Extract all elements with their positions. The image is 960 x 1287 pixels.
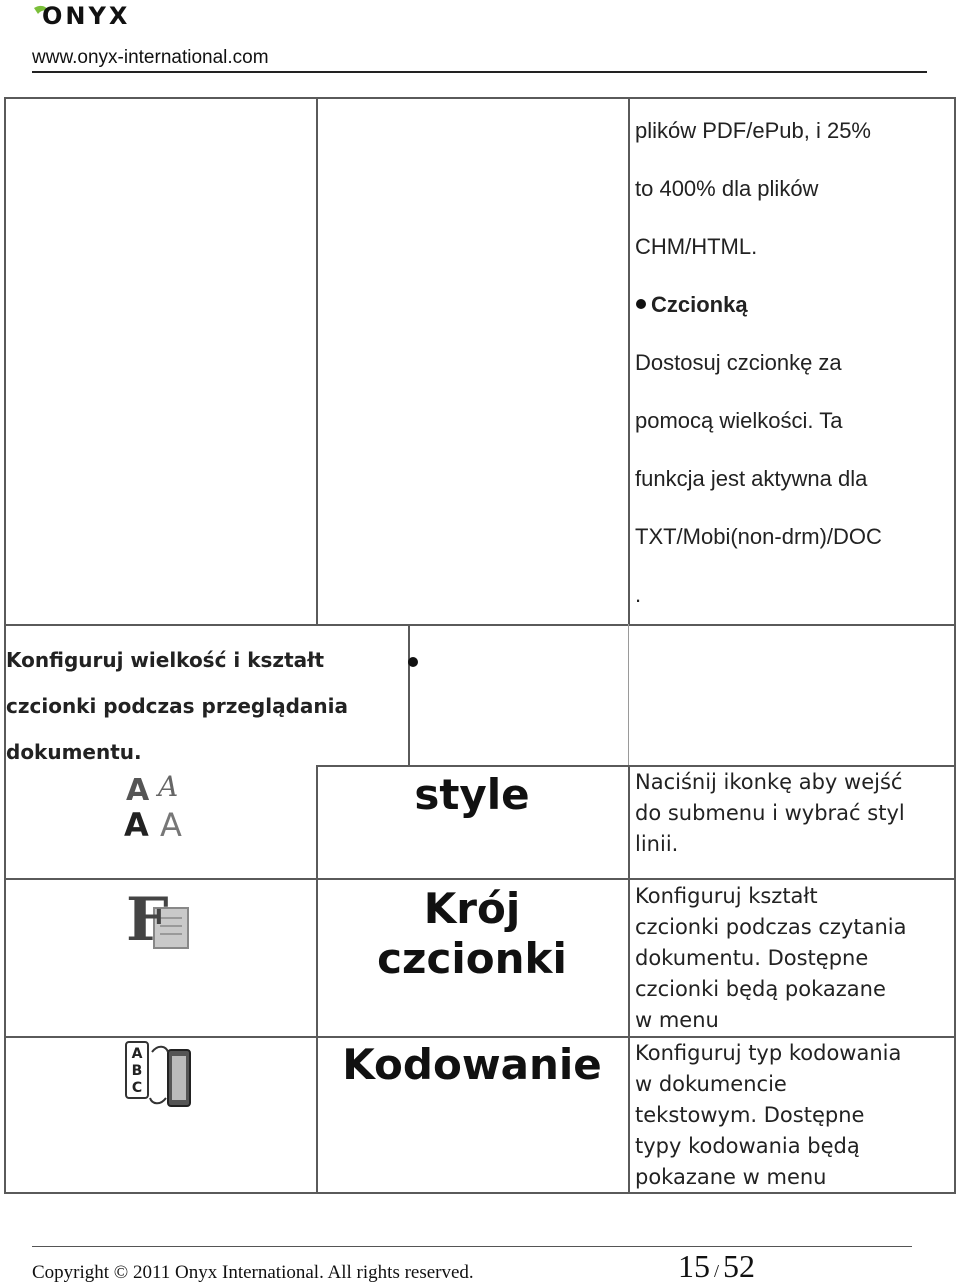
text-line: tekstowym. Dostępne (635, 1103, 865, 1127)
text-line: Naciśnij ikonkę aby wejść (635, 770, 903, 794)
text-line: w menu (635, 1008, 719, 1032)
text-line: Konfiguruj typ kodowania (635, 1041, 902, 1065)
text-line: plików PDF/ePub, i 25% (635, 118, 871, 143)
encoding-icon (122, 1038, 196, 1110)
svg-text:A: A (158, 770, 179, 803)
text-line: czcionki będą pokazane (635, 977, 886, 1001)
feature-title: czcionki (377, 934, 567, 983)
text-line: Konfiguruj wielkość i kształt (6, 648, 325, 672)
text-line: dokumentu. Dostępne (635, 946, 869, 970)
svg-text:A: A (124, 806, 149, 840)
svg-text:A: A (126, 773, 150, 808)
text-line: typy kodowania będą (635, 1134, 860, 1158)
page-number (678, 1248, 755, 1285)
text-line: czcionki podczas czytania (635, 915, 907, 939)
text-line: . (635, 582, 642, 607)
header-divider (32, 71, 927, 73)
font-size-icon (124, 770, 196, 840)
footer-divider (32, 1246, 912, 1247)
text-line: dokumentu. (6, 740, 142, 764)
page-total: 52 (723, 1248, 756, 1284)
page-current: 15 (678, 1248, 710, 1284)
svg-text:F: F (126, 885, 169, 952)
svg-text:ONYX: ONYX (42, 2, 131, 30)
site-url: www.onyx-international.com (32, 47, 269, 68)
bullet-icon (408, 657, 418, 667)
svg-text:A: A (160, 806, 182, 840)
text-line: do submenu i wybrać styl (635, 801, 905, 825)
onyx-logo (30, 2, 190, 30)
page-separator: / (714, 1261, 720, 1281)
text-line: TXT/Mobi(non-drm)/DOC (635, 524, 882, 549)
font-face-icon (124, 882, 194, 952)
feature-title: Krój (423, 884, 521, 933)
section-heading: Czcionką (651, 292, 748, 317)
text-line: w dokumencie (635, 1072, 787, 1096)
abc-glyphs: A B C (131, 1046, 143, 1096)
text-line: pomocą wielkości. Ta (635, 408, 843, 433)
text-line: funkcja jest aktywna dla (635, 466, 868, 491)
feature-title: Kodowanie (342, 1040, 602, 1089)
text-line: Konfiguruj kształt (635, 884, 818, 908)
feature-title: style (414, 770, 530, 819)
copyright-text: Copyright © 2011 Onyx International. All rights reserved. (32, 1262, 474, 1283)
text-line: Dostosuj czcionkę za (635, 350, 842, 375)
text-line: CHM/HTML. (635, 234, 758, 259)
text-line: czcionki podczas przeglądania (6, 694, 348, 718)
text-line: pokazane w menu (635, 1165, 827, 1189)
text-line: linii. (635, 832, 679, 856)
text-line: to 400% dla plików (635, 176, 819, 201)
bullet-icon (636, 299, 646, 309)
